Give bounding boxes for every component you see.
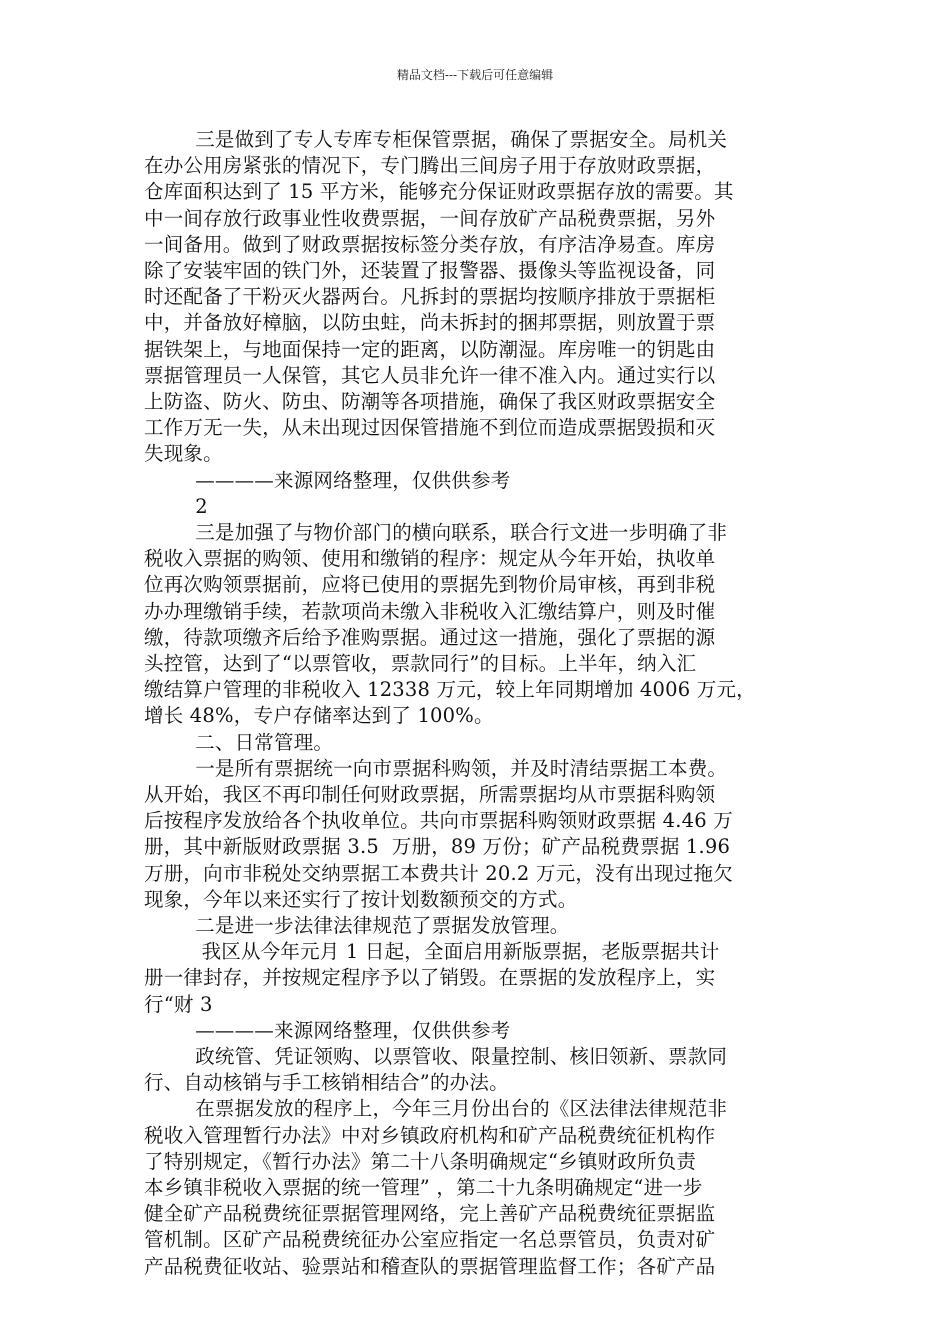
text-line: 我区从今年元月 1 日起，全面启用新版票据，老版票据共计 bbox=[144, 940, 720, 964]
text-line: 税收入票据的购领、使用和缴销的程序：规定从今年开始，执收单 bbox=[144, 547, 716, 571]
text-line: 工作万无一失，从未出现过因保管措施不到位而造成票据毁损和灭 bbox=[144, 416, 716, 440]
text-line: 办办理缴销手续，若款项尚未缴入非税收入汇缴结算户，则及时催 bbox=[144, 599, 716, 623]
text-line: 2 bbox=[144, 494, 208, 518]
text-line: 一是所有票据统一向市票据科购领，并及时清结票据工本费。 bbox=[144, 756, 728, 780]
text-line: 万册，向市非税处交纳票据工本费共计 20.2 万元，没有出现过拖欠 bbox=[144, 861, 733, 885]
text-line: 从开始，我区不再印制任何财政票据，所需票据均从市票据科购领 bbox=[144, 783, 716, 806]
text-line: 在办公用房紧张的情况下，专门腾出三间房子用于存放财政票据， bbox=[144, 154, 716, 178]
text-line: 政统管、凭证领购、以票管收、限量控制、核旧领新、票款同 bbox=[144, 1045, 728, 1068]
text-line: 本乡镇非税收入票据的统一管理” ，第二十九条明确规定“进一步 bbox=[144, 1176, 703, 1199]
text-line: 健全矿产品税费统征票据管理网络，完上善矿产品税费统征票据监 bbox=[144, 1202, 716, 1226]
text-line: 三是做到了专人专库专柜保管票据，确保了票据安全。局机关 bbox=[144, 128, 728, 151]
text-line: 失现象。 bbox=[144, 442, 223, 466]
text-line: 在票据发放的程序上，今年三月份出台的《区法律法律规范非 bbox=[144, 1097, 728, 1121]
text-line: ————来源网络整理，仅供供参考 bbox=[144, 468, 511, 492]
text-line: 行、自动核销与手工核销相结合”的办法。 bbox=[144, 1071, 509, 1095]
text-line: 册一律封存，并按规定程序予以了销毁。在票据的发放程序上，实 bbox=[144, 966, 716, 990]
text-line: 缴，待款项缴齐后给予准购票据。通过这一措施，强化了票据的源 bbox=[144, 625, 716, 649]
text-line: 产品税费征收站、验票站和稽查队的票据管理监督工作；各矿产品 bbox=[144, 1254, 716, 1278]
text-line: 税收入管理暂行办法》中对乡镇政府机构和矿产品税费统征机构作 bbox=[144, 1123, 716, 1147]
text-line: 管机制。区矿产品税费统征办公室应指定一名总票管员，负责对矿 bbox=[144, 1228, 716, 1252]
text-line: 上防盗、防火、防虫、防潮等各项措施，确保了我区财政票据安全 bbox=[144, 390, 716, 413]
text-line: 票据管理员一人保管，其它人员非允许一律不准入内。通过实行以 bbox=[144, 363, 716, 387]
text-line: ————来源网络整理，仅供供参考 bbox=[144, 1018, 511, 1042]
text-line: 增长 48%，专户存储率达到了 100%。 bbox=[144, 704, 494, 728]
text-line: 册，其中新版财政票据 3.5 万册，89 万份；矿产品税费票据 1.96 bbox=[144, 835, 731, 859]
text-line: 缴结算户管理的非税收入 12338 万元，较上年同期增加 4006 万元， bbox=[144, 678, 756, 702]
text-line: 时还配备了干粉灭火器两台。凡拆封的票据均按顺序排放于票据柜 bbox=[144, 285, 716, 309]
text-line: 头控管，达到了“以票管收，票款同行”的目标。上半年，纳入汇 bbox=[144, 652, 697, 675]
text-line: 三是加强了与物价部门的横向联系，联合行文进一步明确了非 bbox=[144, 521, 728, 544]
text-line: 了特别规定，《暂行办法》第二十八条明确规定“乡镇财政所负责 bbox=[144, 1149, 697, 1173]
text-line: 中，并备放好樟脑，以防虫蛀，尚未拆封的捆邦票据，则放置于票 bbox=[144, 311, 716, 335]
text-line: 二、日常管理。 bbox=[144, 730, 334, 754]
page-header: 精品文档---下载后可任意编辑 bbox=[396, 68, 554, 82]
text-line: 一间备用。做到了财政票据按标签分类存放，有序洁净易查。库房 bbox=[144, 232, 716, 256]
text-line: 除了安装牢固的铁门外，还装置了报警器、摄像头等监视设备，同 bbox=[144, 259, 716, 282]
text-line: 仓库面积达到了 15 平方米，能够充分保证财政票据存放的需要。其 bbox=[144, 180, 734, 204]
text-line: 中一间存放行政事业性收费票据，一间存放矿产品税费票据，另外 bbox=[144, 206, 716, 230]
text-line: 据铁架上，与地面保持一定的距离，以防潮湿。库房唯一的钥匙由 bbox=[144, 337, 716, 361]
text-line: 后按程序发放给各个执收单位。共向市票据科购领财政票据 4.46 万 bbox=[144, 809, 733, 833]
text-line: 位再次购领票据前，应将已使用的票据先到物价局审核，再到非税 bbox=[144, 573, 716, 597]
text-line: 现象，今年以来还实行了按计划数额预交的方式。 bbox=[144, 887, 578, 911]
text-line: 二是进一步法律法律规范了票据发放管理。 bbox=[144, 914, 570, 937]
text-line: 行“财 3 bbox=[144, 992, 213, 1016]
